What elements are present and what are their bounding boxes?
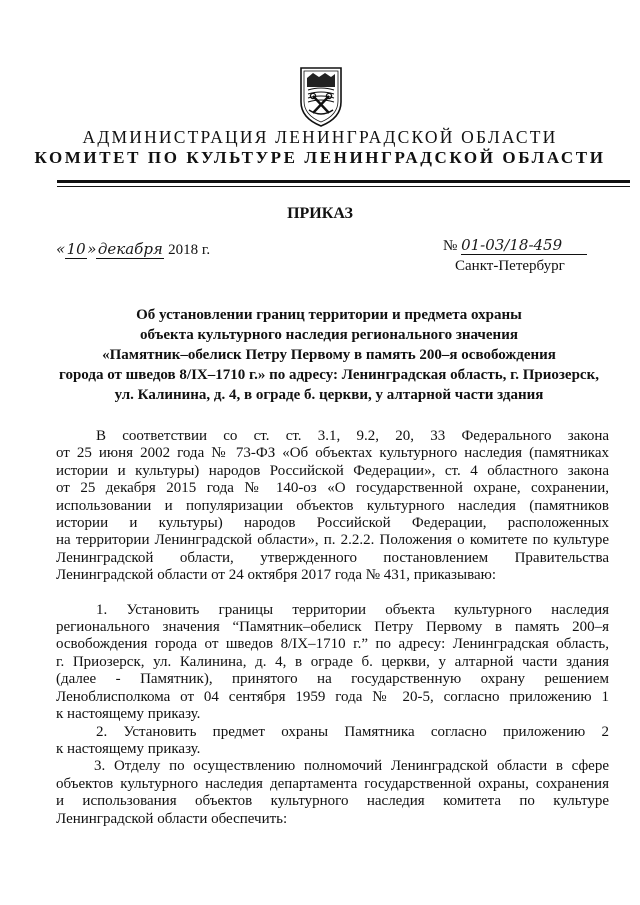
text-line: к настоящему приказу. xyxy=(56,740,201,757)
text-line: истории и культуры) народов Российской Федерации», ст. 4 областного закона xyxy=(56,462,609,479)
text-line: освобождения города от шведов 8/IX–1710 г.” по адресу: Ленинградская область, xyxy=(56,636,609,653)
text-line: объектов культурного наследия департамента государственной охраны, сохранения xyxy=(56,775,609,792)
document-number xyxy=(443,236,587,255)
text-line: Леноблисполкома от 04 сентября 1959 года № 20-5, согласно приложению 1 xyxy=(56,688,609,705)
org-name-line1: АДМИНИСТРАЦИЯ ЛЕНИНГРАДСКОЙ ОБЛАСТИ xyxy=(82,127,558,147)
subject-line: объекта культурного наследия регионального значения xyxy=(140,327,518,343)
subject-line: города от шведов 8/IX–1710 г.» по адресу: Ленинградская область, г. Приозерск, xyxy=(59,367,599,383)
text-line: от 25 июня 2002 года № 73-ФЗ «Об объектах культурного наследия (памятниках xyxy=(56,445,609,462)
subject-line: «Памятник–обелиск Петру Первому в память 200–я освобождения xyxy=(102,347,556,363)
text-line: к настоящему приказу. xyxy=(56,706,201,723)
text-line: 3. Отделу по осуществлению полномочий Ленинградской области в сфере xyxy=(94,758,609,775)
date-month: декабря xyxy=(97,240,163,258)
text-line: 2. Установить предмет охраны Памятника согласно приложению 2 xyxy=(96,723,609,740)
org-name-line2: КОМИТЕТ ПО КУЛЬТУРЕ ЛЕНИНГРАДСКОЙ ОБЛАСТИ xyxy=(34,148,606,167)
document-body xyxy=(56,428,609,828)
document-date xyxy=(56,240,210,259)
text-line: от 25 декабря 2015 года № 140-оз «О государственной охране, сохранении, xyxy=(56,480,609,497)
text-line: г. Приозерск, ул. Калинина, д. 4, в ограде б. церкви, у алтарной части здания xyxy=(56,653,609,670)
text-line: использовании и популяризации объектов культурного наследия (памятников xyxy=(56,497,609,514)
coat-of-arms-icon xyxy=(298,66,344,128)
number-prefix: № xyxy=(443,238,458,254)
text-line: (далее - Памятник), принятого на государственную охрану решением xyxy=(56,671,609,688)
subject-line: ул. Калинина, д. 4, в ограде б. церкви, у алтарной части здания xyxy=(114,387,544,403)
text-line: истории и культуры) народов Российской Федерации, расположенных xyxy=(56,515,609,532)
header-divider-thin xyxy=(57,186,630,187)
date-open-quote: « xyxy=(56,240,66,258)
text-line: Ленинградской области обеспечить: xyxy=(56,810,288,827)
header-divider-thick xyxy=(57,180,630,183)
date-year: 2018 г. xyxy=(168,242,211,258)
document-type: ПРИКАЗ xyxy=(287,205,353,222)
subject-line: Об установлении границ территории и предмета охраны xyxy=(136,307,522,323)
text-line: Ленинградской области от 24 октября 2017 года № 431, приказываю: xyxy=(56,567,496,584)
text-line: регионального значения “Памятник–обелиск Петру Первому в память 200–я xyxy=(56,619,609,636)
paragraph-intro xyxy=(56,428,609,585)
text-line: В соответствии со ст. ст. 3.1, 9.2, 20, 33 Федерального закона xyxy=(96,428,609,444)
text-line: 1. Установить границы территории объекта культурного наследия xyxy=(96,601,609,618)
date-close-quote: » xyxy=(87,240,97,258)
number-value: 01-03/18-459 xyxy=(461,236,587,255)
paragraph-item-3 xyxy=(56,758,609,828)
text-line: на территории Ленинградской области», п. 2.2.2. Положения о комитете по культуре xyxy=(56,532,609,549)
date-day: 10 xyxy=(66,240,86,258)
text-line: и использования объектов культурного наследия комитета по культуре xyxy=(56,793,609,810)
paragraph-item-1 xyxy=(56,602,609,724)
document-subject xyxy=(48,305,610,405)
document-city: Санкт-Петербург xyxy=(455,258,565,274)
text-line: Ленинградской области, утвержденного постановлением Правительства xyxy=(56,549,609,566)
paragraph-item-2 xyxy=(56,724,609,759)
